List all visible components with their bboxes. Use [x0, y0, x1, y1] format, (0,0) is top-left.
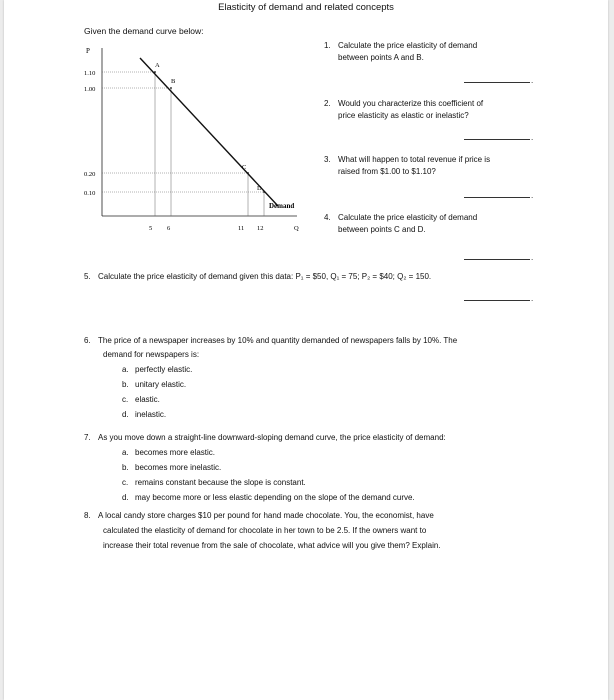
option-7d: d. may become more or less elastic depending on the slope of the demand curve.: [122, 493, 415, 502]
question-text: A local candy store charges $10 per pound for hand made chocolate. You, the economist, have: [98, 511, 434, 520]
point-label: D: [257, 185, 262, 192]
question-number: 6.: [84, 336, 91, 345]
x-tick-label: 11: [238, 225, 245, 232]
demand-chart: [82, 40, 332, 240]
x-tick-label: 6: [167, 225, 171, 232]
question-text: price elasticity as elastic or inelastic?: [338, 111, 469, 120]
curve-label: Demand: [269, 202, 295, 210]
question-8: [84, 511, 434, 520]
option-6d: d. inelastic.: [122, 410, 167, 419]
question-2: [324, 98, 483, 122]
question-4: [324, 212, 477, 236]
answer-line[interactable]: [464, 197, 530, 198]
intro-text: Given the demand curve below:: [84, 26, 204, 36]
answer-period: .: [531, 294, 534, 303]
answer-period: .: [531, 133, 534, 142]
question-text: Would you characterize this coefficient of: [338, 99, 484, 108]
question-8-continued: calculated the elasticity of demand for chocolate in her town to be 2.5. If the owners want to: [103, 526, 427, 535]
question-6: [84, 336, 457, 345]
question-number: 7.: [84, 433, 91, 442]
y-tick-label: 0.20: [84, 171, 96, 178]
y-tick-label: 1.10: [84, 70, 96, 77]
question-text: What will happen to total revenue if price is: [338, 155, 491, 164]
question-number: 5.: [84, 272, 91, 281]
y-tick-label: 1.00: [84, 86, 96, 93]
option-7c: c. remains constant because the slope is constant.: [122, 478, 306, 487]
question-number: 2.: [324, 99, 331, 108]
x-axis-label: Q: [294, 225, 299, 232]
question-1: [324, 40, 477, 64]
question-text: Calculate the price elasticity of demand given this data: P₁ = $50, Q₁ = 75; P₂ = $40; Q₂ = 150.: [98, 272, 432, 281]
y-tick-label: 0.10: [84, 190, 96, 197]
answer-period: .: [531, 253, 534, 262]
question-number: 4.: [324, 213, 331, 222]
point-marker-a: [154, 71, 156, 73]
option-7a: a. becomes more elastic.: [122, 448, 216, 457]
question-7: [84, 433, 446, 442]
answer-line[interactable]: [464, 82, 530, 83]
point-label: A: [155, 62, 160, 69]
question-3: [324, 154, 490, 178]
demand-curve: [140, 58, 278, 206]
answer-line[interactable]: [464, 259, 530, 260]
point-marker-d: [263, 191, 265, 193]
x-tick-label: 12: [257, 225, 264, 232]
question-text: raised from $1.00 to $1.10?: [338, 167, 436, 176]
question-text: between points A and B.: [338, 53, 424, 62]
question-6-continued: demand for newspapers is:: [103, 350, 200, 359]
answer-line[interactable]: [464, 300, 530, 301]
question-number: 1.: [324, 41, 331, 50]
page-title: Elasticity of demand and related concepts: [218, 2, 394, 13]
question-number: 8.: [84, 511, 91, 520]
option-6b: b. unitary elastic.: [122, 380, 187, 389]
option-7b: b. becomes more inelastic.: [122, 463, 222, 472]
worksheet-page: [4, 0, 608, 700]
question-text: The price of a newspaper increases by 10% and quantity demanded of newspapers falls by 10%. The: [98, 336, 458, 345]
question-8-continued: increase their total revenue from the sale of chocolate, what advice will you give them? Explain.: [103, 541, 441, 550]
y-axis-label: P: [86, 47, 90, 55]
point-marker-b: [170, 87, 172, 89]
question-text: Calculate the price elasticity of demand: [338, 213, 478, 222]
x-tick-label: 5: [149, 225, 153, 232]
point-marker-c: [247, 172, 249, 174]
question-number: 3.: [324, 155, 331, 164]
answer-period: .: [531, 191, 534, 200]
question-text: between points C and D.: [338, 225, 426, 234]
option-6a: a. perfectly elastic.: [122, 365, 193, 374]
point-label: B: [171, 78, 176, 85]
answer-line[interactable]: [464, 139, 530, 140]
question-text: Calculate the price elasticity of demand: [338, 41, 478, 50]
question-text: As you move down a straight-line downward-sloping demand curve, the price elasticity of demand:: [98, 433, 446, 442]
answer-period: .: [531, 76, 534, 85]
point-label: C: [242, 164, 247, 171]
question-5: [84, 272, 431, 281]
option-6c: c. elastic.: [122, 395, 160, 404]
